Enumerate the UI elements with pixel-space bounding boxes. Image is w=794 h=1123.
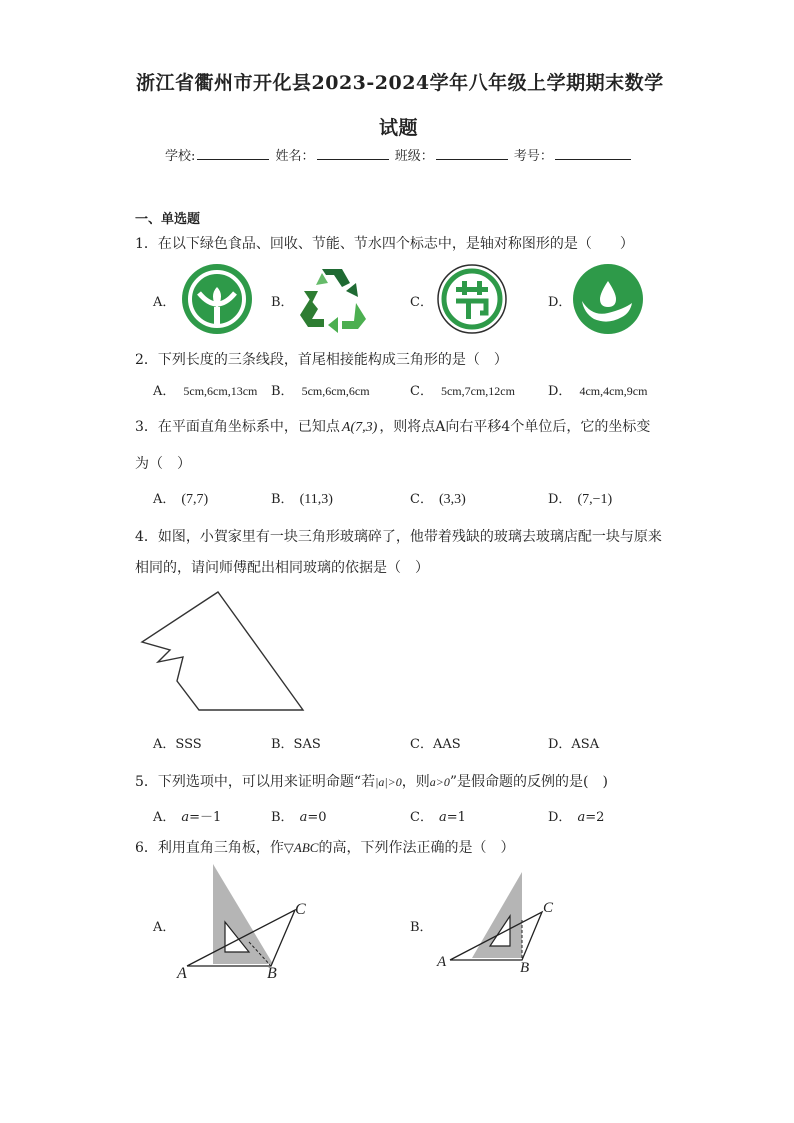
q5-option-c <box>410 806 466 825</box>
q3-option-b-value: (11,3) <box>299 492 333 507</box>
q5-option-b-value: =0 <box>307 810 327 825</box>
q6-b-vertex-a: A <box>437 954 447 970</box>
exam-title-line2: 试题 <box>379 117 419 139</box>
q1-option-d-label: D． <box>548 295 572 310</box>
q6-figure-a <box>175 862 335 987</box>
q1-text: 1．在以下绿色食品、回收、节能、节水四个标志中，是轴对称图形的是（ ） <box>135 236 634 252</box>
q5-text <box>135 771 608 791</box>
q2-option-b-value: 5cm,6cm,6cm <box>301 384 370 398</box>
water-saving-logo-icon <box>572 263 644 335</box>
q4-line1: 4．如图，小賀家里有一块三角形玻璃碎了，他带着残缺的玻璃去玻璃店配一块与原来 <box>135 529 662 545</box>
q5-text-mid: ，则 <box>401 774 430 790</box>
q6-text-start: 6．利用直角三角板，作 <box>135 840 284 856</box>
q6-b-vertex-c: C <box>543 900 554 916</box>
class-blank[interactable] <box>436 147 508 160</box>
q5-option-a-label: A． <box>153 810 176 825</box>
q5-text-start: 5．下列选项中，可以用来证明命题“若 <box>135 774 376 790</box>
q3-option-d <box>548 488 612 508</box>
q6-triangle: ▽ABC <box>283 840 319 855</box>
exam-title-line1: 浙江省衢州市开化县2023-2024学年八年级上学期期末数学 <box>136 72 664 94</box>
recycle-logo-icon <box>296 263 368 335</box>
q3-point: A(7,3) <box>341 420 378 435</box>
q2-text: 2．下列长度的三条线段，首尾相接能构成三角形的是（ ） <box>135 352 508 368</box>
q2-option-b <box>271 380 370 399</box>
q5-text-end: ”是假命题的反例的是( ) <box>449 774 608 790</box>
q3-option-b-label: B． <box>271 492 294 507</box>
q3-option-c-value: (3,3) <box>438 492 466 507</box>
green-food-logo-icon <box>181 263 253 335</box>
q4-option-b: B．SAS <box>271 737 321 752</box>
q3-line1 <box>135 416 650 436</box>
q2-option-a-label: A． <box>153 384 176 399</box>
q6-text <box>135 837 514 857</box>
school-blank[interactable] <box>197 147 269 160</box>
q6-option-b-label: B． <box>410 920 433 935</box>
q2-option-a-value: 5cm,6cm,13cm <box>183 384 258 398</box>
q5-option-d <box>548 806 604 825</box>
q2-option-d-label: D． <box>548 384 572 399</box>
student-info-row <box>165 145 633 164</box>
q6-option-a-label: A． <box>153 920 176 935</box>
q4-line2: 相同的，请问师傅配出相同玻璃的依据是（ ） <box>135 560 429 576</box>
q2-option-d-value: 4cm,4cm,9cm <box>579 384 648 398</box>
q3-option-d-label: D． <box>548 492 572 507</box>
q2-option-c-value: 5cm,7cm,12cm <box>440 384 515 398</box>
name-label: 姓名： <box>275 149 315 164</box>
q5-option-c-var: a <box>438 810 447 825</box>
q6-text-end: 的高，下列作法正确的是（ ） <box>318 840 515 856</box>
q6-a-vertex-a: A <box>177 965 187 982</box>
q3-line1-end: ，则将点A向右平移4个单位后，它的坐标变 <box>379 419 651 435</box>
q3-option-b <box>271 488 333 508</box>
q2-option-a <box>153 380 257 399</box>
q5-option-b <box>271 806 327 825</box>
q5-condition: |a|>0 <box>375 775 402 789</box>
q3-option-c <box>410 488 466 508</box>
q5-option-d-value: =2 <box>585 810 605 825</box>
q5-option-c-label: C． <box>410 810 433 825</box>
q2-option-c-label: C． <box>410 384 433 399</box>
q3-option-c-label: C． <box>410 492 433 507</box>
q2-option-c <box>410 380 515 399</box>
name-blank[interactable] <box>317 147 389 160</box>
q1-option-c-label: C． <box>410 295 433 310</box>
q6-figure-b <box>440 868 570 978</box>
class-label: 班级： <box>394 149 434 164</box>
q5-option-a-var: a <box>181 810 190 825</box>
q1-option-a-label: A． <box>153 295 176 310</box>
broken-glass-figure <box>135 585 315 720</box>
q5-option-b-label: B． <box>271 810 294 825</box>
school-label: 学校: <box>165 149 196 164</box>
q5-option-a-value: =－1 <box>189 810 222 825</box>
exam-no-label: 考号： <box>513 149 553 164</box>
q3-option-a-value: (7,7) <box>181 492 209 507</box>
q4-option-d: D．ASA <box>548 737 600 752</box>
q3-option-d-value: (7,−1) <box>577 492 613 507</box>
q5-option-a <box>153 806 221 825</box>
q3-line1-start: 3．在平面直角坐标系中，已知点 <box>135 419 340 435</box>
q5-conclusion: a>0 <box>429 775 450 789</box>
q5-option-d-label: D． <box>548 810 572 825</box>
q6-a-vertex-c: C <box>295 901 306 918</box>
q4-option-a: A．SSS <box>153 737 202 752</box>
q5-option-b-var: a <box>299 810 308 825</box>
q6-a-vertex-b: B <box>267 965 277 982</box>
q6-b-vertex-b: B <box>520 960 530 976</box>
q3-option-a-label: A． <box>153 492 176 507</box>
q5-option-d-var: a <box>577 810 586 825</box>
q1-option-b-label: B． <box>271 295 294 310</box>
section-heading: 一、单选题 <box>135 212 201 227</box>
q3-line2: 为（ ） <box>135 456 191 472</box>
q2-option-d <box>548 380 647 399</box>
q5-option-c-value: =1 <box>446 810 466 825</box>
q4-option-c: C．AAS <box>410 737 461 752</box>
exam-no-blank[interactable] <box>555 147 631 160</box>
q3-option-a <box>153 488 208 508</box>
q2-option-b-label: B． <box>271 384 294 399</box>
energy-saving-logo-icon <box>436 263 508 335</box>
